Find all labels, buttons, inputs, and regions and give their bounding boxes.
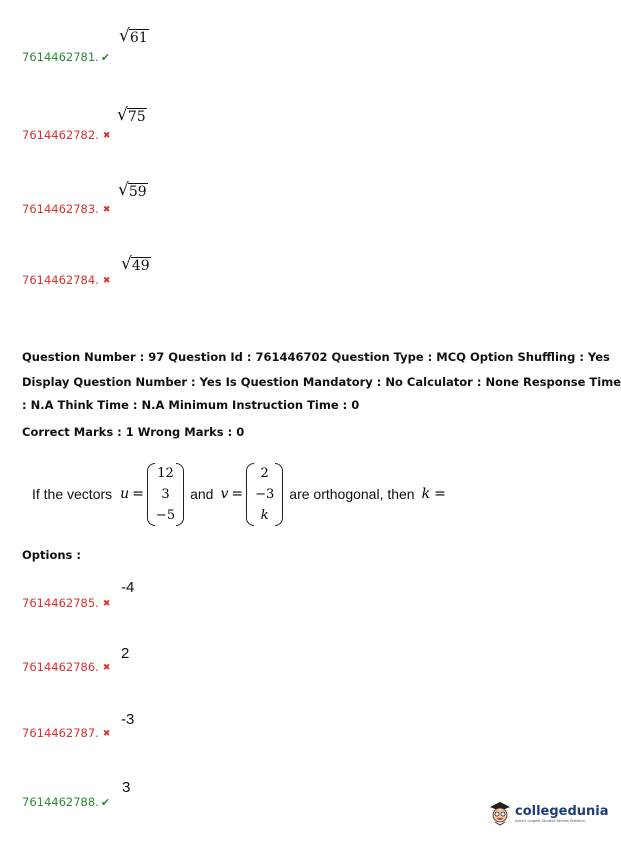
option-1 <box>22 592 110 611</box>
prev-option-4-value: √ 49 <box>121 254 150 274</box>
option-1-answer: -4 <box>121 579 135 596</box>
logo-name: collegedunia <box>515 803 609 819</box>
matrix-cell: −5 <box>155 507 176 523</box>
option-id: 7614462782. <box>22 128 99 142</box>
option-2 <box>22 656 110 675</box>
prev-option-2 <box>22 124 110 143</box>
mascot-icon <box>488 800 512 826</box>
logo-wordmark <box>515 804 609 823</box>
option-id: 7614462783. <box>22 202 99 216</box>
matrix-cell: k <box>260 507 269 523</box>
cross-icon: ✖ <box>102 729 111 739</box>
matrix-cell: 12 <box>157 465 174 481</box>
option-2-answer: 2 <box>121 645 130 662</box>
prev-option-2-value: √ 75 <box>117 105 146 125</box>
equals-sign: = <box>434 486 446 502</box>
left-paren <box>246 463 254 526</box>
cross-icon: ✖ <box>102 276 111 286</box>
right-paren <box>275 463 283 526</box>
prev-option-3 <box>22 198 110 217</box>
cross-icon: ✖ <box>102 205 111 215</box>
marks-info: Correct Marks : 1 Wrong Marks : 0 <box>22 425 245 439</box>
matrix-cell: 2 <box>260 465 269 481</box>
question-prefix: If the vectors <box>32 486 113 502</box>
k-symbol: k <box>421 486 431 502</box>
radicand: 75 <box>127 109 146 125</box>
option-3 <box>22 722 110 741</box>
matrix-cell: 3 <box>161 486 170 502</box>
option-id: 7614462788. <box>22 795 99 809</box>
question-text <box>32 458 446 530</box>
vector-u-matrix <box>147 463 184 526</box>
check-icon: ✔ <box>100 51 111 64</box>
option-id: 7614462781. <box>22 50 99 64</box>
prev-option-1 <box>22 46 110 65</box>
vector-u-symbol: u <box>120 486 130 502</box>
cross-icon: ✖ <box>102 131 111 141</box>
check-icon: ✔ <box>100 796 111 809</box>
radicand: 61 <box>129 30 148 46</box>
prev-option-4 <box>22 269 110 288</box>
option-id: 7614462786. <box>22 660 99 674</box>
prev-option-3-value: √ 59 <box>118 180 147 200</box>
option-3-answer: -3 <box>121 711 135 728</box>
collegedunia-logo <box>488 800 609 826</box>
equals-sign: = <box>231 486 244 502</box>
cross-icon: ✖ <box>102 663 111 673</box>
option-id: 7614462784. <box>22 273 99 287</box>
cross-icon: ✖ <box>102 599 111 609</box>
question-meta-line-2: Display Question Number : Yes Is Question Mandatory : No Calculator : None Response Time <box>22 375 621 389</box>
left-paren <box>147 463 155 526</box>
question-meta-line-3: : N.A Think Time : N.A Minimum Instruction Time : 0 <box>22 398 360 412</box>
option-id: 7614462785. <box>22 596 99 610</box>
option-4 <box>22 791 110 810</box>
question-suffix: are orthogonal, then <box>289 486 415 502</box>
option-id: 7614462787. <box>22 726 99 740</box>
radicand: 59 <box>128 184 147 200</box>
option-4-answer: 3 <box>122 779 131 796</box>
vector-v-symbol: v <box>220 486 229 502</box>
matrix-cell: −3 <box>255 486 275 502</box>
equals-sign: = <box>132 486 144 502</box>
radicand: 49 <box>131 258 150 274</box>
and-text: and <box>190 486 214 502</box>
options-label: Options : <box>22 548 81 562</box>
question-meta-line-1: Question Number : 97 Question Id : 761446702 Question Type : MCQ Option Shuffling : Yes <box>22 350 610 364</box>
logo-tagline: India's Largest Student Review Platform <box>515 818 585 823</box>
vector-v-matrix <box>246 463 283 526</box>
right-paren <box>176 463 184 526</box>
prev-option-1-value: √ 61 <box>119 26 148 46</box>
